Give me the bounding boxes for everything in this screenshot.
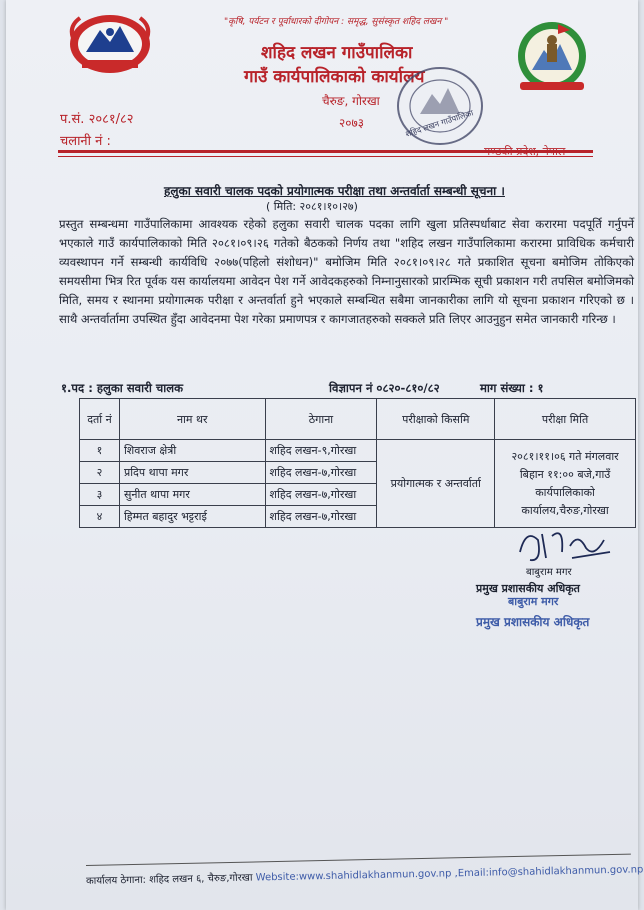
candidate-table xyxy=(79,398,636,528)
row-reg-no: १ xyxy=(80,440,120,462)
signatory-title: प्रमुख प्रशासकीय अधिकृत xyxy=(476,582,580,595)
header-address: ठेगाना xyxy=(265,399,377,440)
municipality-logo-icon xyxy=(512,20,592,94)
row-name: प्रदिप थापा मगर xyxy=(119,462,265,484)
reference-number: प.सं. २०८१/८२ xyxy=(60,112,134,127)
established-year: २०७३ xyxy=(339,116,364,130)
row-address: शहिद लखन-७,गोरखा xyxy=(265,462,377,484)
footer xyxy=(86,861,644,887)
row-name: हिम्मत बहादुर भट्टराई xyxy=(119,506,265,528)
exam-date-cell: २०८१।११।०६ गते मंगलवार बिहान ११:०० बजे,गाउँ कार्यपालिकाको कार्यालय,चैरुङ,गोरखा xyxy=(495,440,636,528)
row-address: शहिद लखन-९,गोरखा xyxy=(265,440,377,462)
signatory-name: बाबुराम मगर xyxy=(526,567,572,578)
row-address: शहिद लखन-७,गोरखा xyxy=(265,506,377,528)
row-address: शहिद लखन-७,गोरखा xyxy=(265,484,377,506)
row-name: शिवराज क्षेत्री xyxy=(119,440,265,462)
motto: "कृषि, पर्यटन र पूर्वाधारको दीगोपन : समृद्ध, सुसंस्कृत शहिद लखन " xyxy=(224,17,449,27)
header-exam-date: परीक्षा मिति xyxy=(495,399,636,440)
office-name: गाउँ कार्यपालिकाको कार्यालय xyxy=(244,67,425,87)
row-reg-no: ४ xyxy=(80,506,120,528)
table-row xyxy=(80,440,636,462)
header-divider xyxy=(58,150,593,153)
municipality-name: शहिद लखन गाउँपालिका xyxy=(261,43,413,63)
stamp-name: बाबुराम मगर xyxy=(508,595,559,608)
notice-subject: हलुका सवारी चालक पदको प्रयोगात्मक परीक्षा तथा अन्तर्वार्ता सम्बन्धी सूचना । xyxy=(164,184,505,198)
dispatch-number: चलानी नं : xyxy=(60,134,111,149)
stamp-text: शहिद लखन गाउँपालिका xyxy=(404,108,475,139)
row-reg-no: ३ xyxy=(80,484,120,506)
notice-body: प्रस्तुत सम्बन्धमा गाउँपालिकामा आवश्यक रहेको हलुका सवारी चालक पदका लागि खुला प्रतिस्पर्धाबाट सेवा करारमा पदपूर्ति गर्नुपर्ने भएकाले गाउँ कार्यपालिकाको मिति २०८१।०९।२६ गतेको बैठकको निर्णय तथा "शहिद लखन गाउँपालिकामा करारमा प्राविधिक कर्मचारी व्यवस्थापन गर्ने सम्बन्धी कार्यविधि २०७७(पहिलो संशोधन)" बमोजिम मिति २०८१।०९।२८ गते प्रकाशित सूचना बमोजिम तोकिएको समयसीमा भित्र रित पूर्वक यस कार्यालयमा आवेदन पेश गर्ने आवेदकहरुको निम्नानुसारको प्रारम्भिक सूची प्रकाशन गरी तपसिल बमोजिमको मिति, समय र स्थानमा प्रयोगात्मक परीक्षा र अन्तर्वार्ता हुने भएकाले सम्बन्धित सबैमा जानकारीका लागि यो सूचना प्रकाशन गरिएको छ । साथै अन्तर्वार्तामा उपस्थित हुँदा आवेदनमा पेश गरेका प्रमाणपत्र र कागजातहरुको सक्कले प्रति लिएर आउनुहुन समेत जानकारी गरिन्छ । xyxy=(59,217,634,326)
footer-email[interactable]: ,Email:info@shahidlakhanmun.gov.np xyxy=(454,864,644,880)
row-name: सुनीत थापा मगर xyxy=(119,484,265,506)
demand-count: माग संख्या : १ xyxy=(480,381,544,395)
header-reg-no: दर्ता नं xyxy=(80,399,120,440)
row-reg-no: २ xyxy=(80,462,120,484)
office-stamp-icon xyxy=(390,58,490,154)
exam-type-cell: प्रयोगात्मक र अन्तर्वार्ता xyxy=(377,440,495,528)
notice-page xyxy=(6,0,644,910)
table-header-row xyxy=(80,399,636,440)
office-location: चैरुङ, गोरखा xyxy=(322,94,380,108)
notice-date: ( मिति: २०८१।१०।२७) xyxy=(266,200,358,213)
footer-website[interactable]: Website:www.shahidlakhanmun.gov.np xyxy=(255,868,452,884)
header-exam-type: परीक्षाको किसमि xyxy=(377,399,495,440)
post-label: १.पद : हलुका सवारी चालक xyxy=(61,381,184,395)
header-name: नाम थर xyxy=(119,399,265,440)
nepal-emblem-icon xyxy=(64,8,156,78)
advertisement-number: विज्ञापन नं ०८२०-८१०/८२ xyxy=(329,381,440,395)
header-divider-thin xyxy=(58,156,593,157)
signature-icon xyxy=(512,522,622,568)
footer-address: कार्यालय ठेगाना: शहिद लखन ६, चैरुङ,गोरखा xyxy=(85,872,253,887)
stamp-title: प्रमुख प्रशासकीय अधिकृत xyxy=(476,615,590,629)
